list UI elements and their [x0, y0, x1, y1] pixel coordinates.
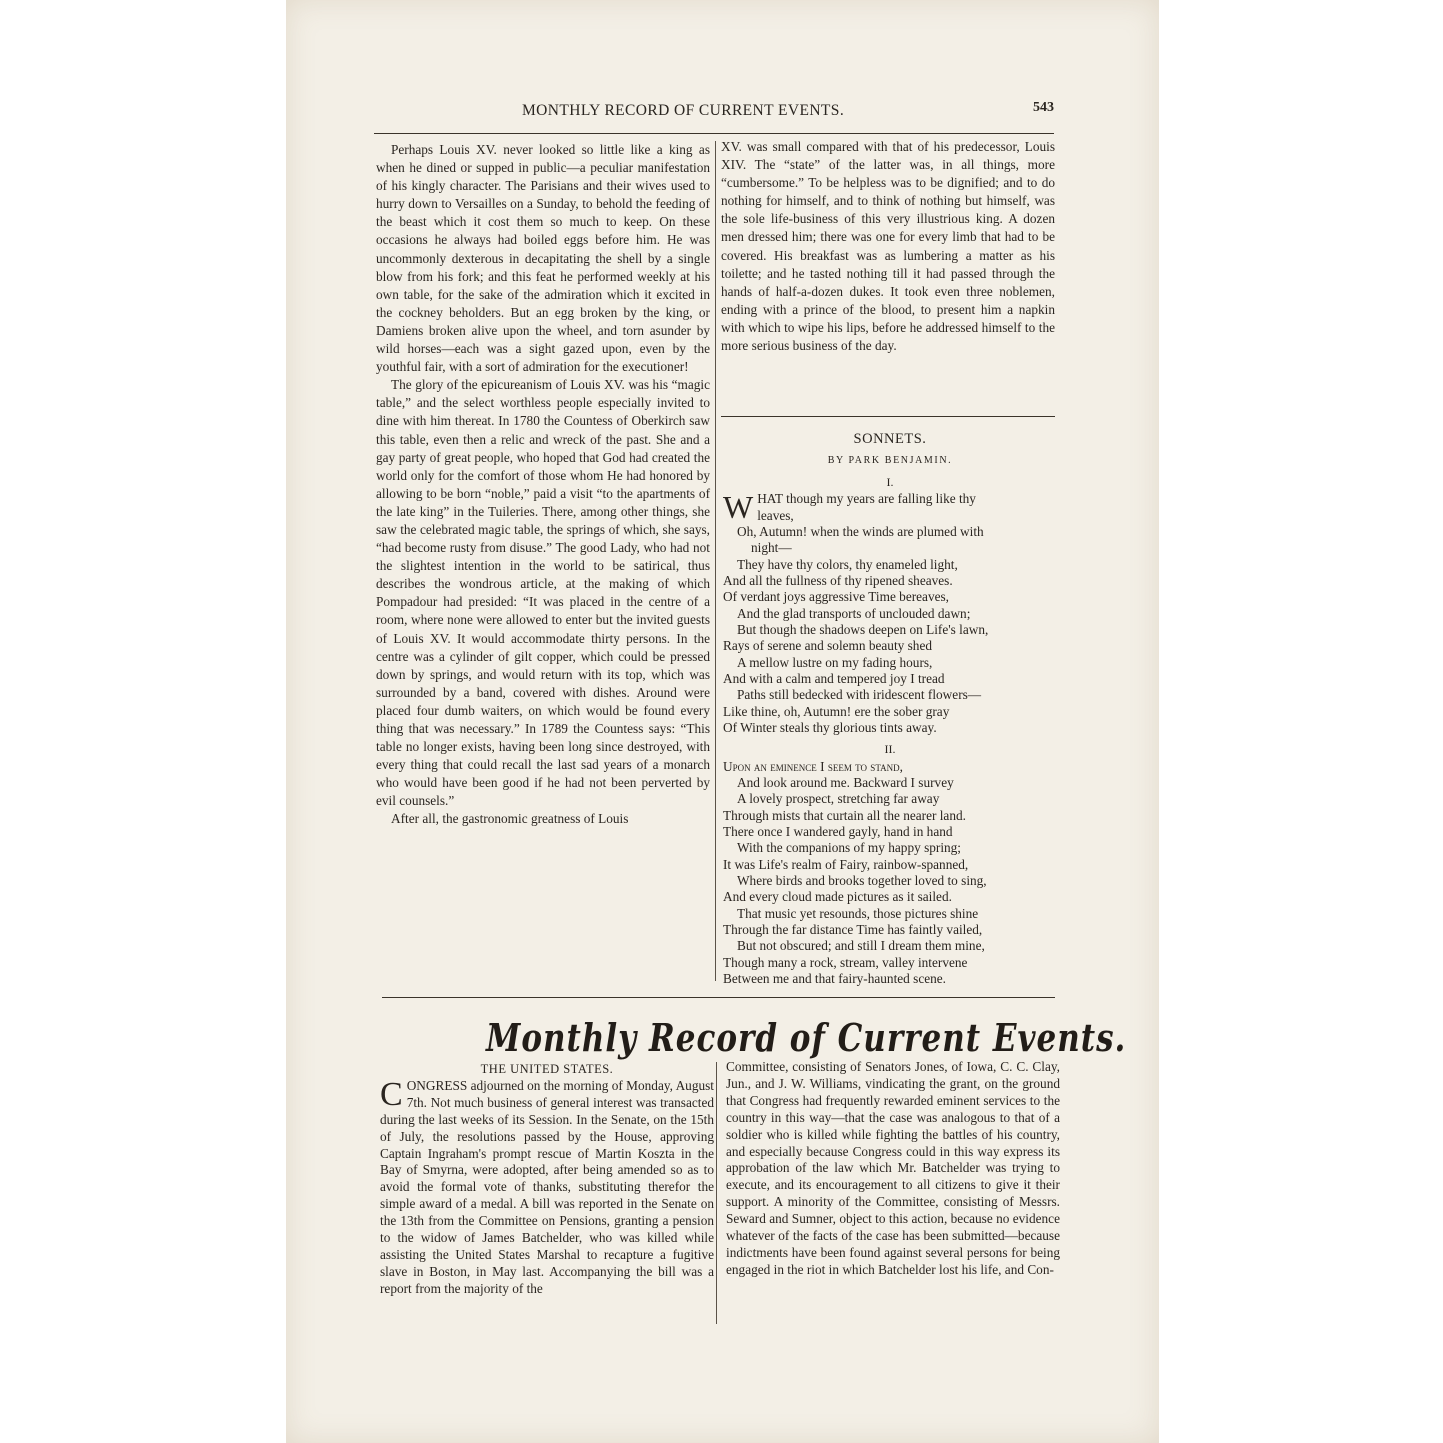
- verse-line: Where birds and brooks together loved to sing,: [737, 872, 987, 888]
- article-paragraph: After all, the gastronomic greatness of Louis: [391, 811, 629, 827]
- verse-line: Of Winter steals thy glorious tints away.: [723, 720, 937, 736]
- verse-line: A lovely prospect, stretching far away: [737, 791, 940, 807]
- sonnets-rule: [721, 416, 1055, 417]
- verse-line: And all the fullness of thy ripened sheaves.: [723, 573, 953, 588]
- header-rule: [374, 133, 1054, 134]
- verse-line: And every cloud made pictures as it sailed.: [723, 889, 952, 905]
- verse-line: There once I wandered gayly, hand in hand: [723, 823, 953, 839]
- masthead: Monthly Record of Current Events.: [486, 1016, 1127, 1061]
- sonnets-heading: SONNETS.: [853, 431, 927, 447]
- sonnet-2: [723, 759, 1057, 988]
- sonnets-byline: BY PARK BENJAMIN.: [827, 455, 953, 467]
- verse-line: leaves,: [757, 507, 794, 523]
- drop-cap: C: [380, 1075, 403, 1113]
- verse-line: And the glad transports of unclouded dawn;: [737, 605, 971, 621]
- verse-line: Like thine, oh, Autumn! ere the sober gray: [723, 703, 950, 719]
- verse-line: With the companions of my happy spring;: [737, 840, 962, 856]
- verse-line: HAT though my years are falling like thy: [757, 491, 976, 507]
- article-paragraph: Committee, consisting of Senators Jones, of Iowa, C. C. Clay, Jun., and J. W. Williams, vindicating the grant, on the ground that Congress had frequently rewarded eminent services to the country in this way—that the case was analogous to that of a soldier who is killed while fighting the battles of his country, and especially because Congress could in this way express its approbation of the law which Mr. Batchelder was trying to execute, and its encouragement to all citizens to give it their support. A minority of the Committee, consisting of Messrs. Seward and Sumner, object to this action, because no evidence whatever of the facts of the case has been submitted—because indictments have been found against several persons for being engaged in the riot in which Batchelder lost his life, and Con-: [726, 1059, 1060, 1277]
- running-title: MONTHLY RECORD OF CURRENT EVENTS.: [522, 102, 845, 119]
- record-right-column: [726, 1059, 1060, 1279]
- section-rule: [382, 997, 1055, 998]
- record-left-column: [380, 1061, 714, 1298]
- verse-line: But not obscured; and still I dream them mine,: [737, 938, 985, 954]
- verse-line: night—: [751, 540, 792, 556]
- verse-line: That music yet resounds, those pictures shine: [737, 905, 979, 921]
- running-header: [374, 102, 1054, 130]
- right-column: [721, 138, 1055, 355]
- article-text: ONGRESS adjourned on the morning of Monday, August 7th. Not much business of general interest was transacted during the last weeks of its Session. In the Senate, on the 15th of July, the resolutions passed by the House, approving Captain Ingraham's prompt rescue of Martin Koszta in the Bay of Smyrna, were adopted, after being amended so as to avoid the formal vote of thanks, substituting therefor the simple award of a medal. A bill was reported in the Senate on the 13th from the Committee on Pensions, granting a pension to the widow of James Batchelder, who was killed while assisting the United States Marshal to recapture a fugitive slave in Boston, in May last. Accompanying the bill was a report from the majority of the: [380, 1077, 714, 1296]
- verse-line: And look around me. Backward I survey: [737, 774, 954, 790]
- sonnet-numeral: I.: [886, 475, 894, 490]
- verse-line: Between me and that fairy-haunted scene.: [723, 971, 946, 986]
- sonnets-block: [723, 430, 1057, 987]
- sonnet-numeral: II.: [884, 742, 896, 757]
- article-paragraph: XV. was small compared with that of his predecessor, Louis XIV. The “state” of the latter was, in all things, more “cumbersome.” To be helpless was to be dignified; and to do nothing for himself, and to think of nothing but himself, was the sole life-business of this very illustrious king. A dozen men dressed him; there was one for every limb that had to be covered. His breakfast was as lumbering a matter as his toilette; and he tasted nothing till it had passed through the hands of half-a-dozen dukes. It took even three noblemen, ending with a prince of the blood, to present him a napkin with which to wipe his lips, before he addressed himself to the more serious business of the day.: [721, 139, 1055, 354]
- verse-line: It was Life's realm of Fairy, rainbow-spanned,: [723, 856, 969, 872]
- left-column: [376, 141, 710, 829]
- verse-line: And with a calm and tempered joy I tread: [723, 671, 945, 687]
- drop-cap: W: [723, 489, 754, 526]
- verse-line: Rays of serene and solemn beauty shed: [723, 638, 932, 654]
- verse-line: Upon an eminence I seem to stand,: [723, 758, 903, 774]
- verse-line: Through the far distance Time has faintly vailed,: [723, 921, 983, 937]
- magazine-page: [286, 0, 1159, 1443]
- article-paragraph: [380, 1075, 714, 1298]
- verse-line: They have thy colors, thy enameled light,: [737, 556, 958, 572]
- column-divider: [716, 1062, 717, 1324]
- sonnet-1: [723, 491, 1057, 736]
- article-paragraph: Perhaps Louis XV. never looked so little like a king as when he dined or supped in public—a peculiar manifestation of his kingly character. The Parisians and their wives used to hurry down to Versailles on a Sunday, to behold the feeding of the beast which it cost them so much to keep. On these occasions he always had boiled eggs before him. He was uncommonly dexterous in decapitating the shell by a single blow from his fork; and this feat he performed weekly at his own table, for the sake of the admiration which it excited in the cockney beholders. But an egg broken by the king, or Damiens broken alive upon the wheel, and torn asunder by wild horses—each was a sight gazed upon, even by the youthful fair, with a sort of admiration for the executioner!: [376, 142, 710, 375]
- verse-line: Through mists that curtain all the nearer land.: [723, 807, 966, 823]
- verse-line: A mellow lustre on my fading hours,: [737, 654, 933, 670]
- verse-line: Oh, Autumn! when the winds are plumed with: [737, 523, 984, 539]
- verse-line: But though the shadows deepen on Life's lawn,: [737, 622, 989, 638]
- verse-line: Of verdant joys aggressive Time bereaves,: [723, 589, 949, 605]
- page-number: 543: [1033, 100, 1054, 115]
- verse-line: Though many a rock, stream, valley intervene: [723, 954, 968, 970]
- article-paragraph: The glory of the epicureanism of Louis XV. was his “magic table,” and the select worthless people especially invited to dine with him thereat. In 1780 the Countess of Oberkirch saw this table, even then a relic and wreck of the past. She and a gay party of great people, who hoped that God had created the world only for the comfort of those whom He had honored by allowing to be born “noble,” paid a visit “to the apartments of the late king” in the Tuileries. There, among other things, she saw the celebrated magic table, the springs of which, she says, “had become rusty from disuse.” The good Lady, who had not the slightest intention in the world to be satirical, thus describes the wondrous article, at the making of which Pompadour had presided: “It was placed in the centre of a room, where none were allowed to enter but the invited guests of Louis XV. It would accommodate thirty persons. In the centre was a cylinder of gilt copper, which could be pressed down by springs, and would return with its top, which was surrounded by a band, covered with dishes. Around were placed four dumb waiters, on which would be found every thing that was necessary.” In 1789 the Countess says: “This table no longer exists, having been long since destroyed, with every thing that could recall the last sad years of a monarch who would have been good if he had not been perverted by evil counsels.”: [376, 377, 710, 809]
- verse-line: Paths still bedecked with iridescent flowers—: [737, 687, 982, 703]
- section-heading: THE UNITED STATES.: [480, 1062, 614, 1076]
- column-divider: [715, 141, 716, 981]
